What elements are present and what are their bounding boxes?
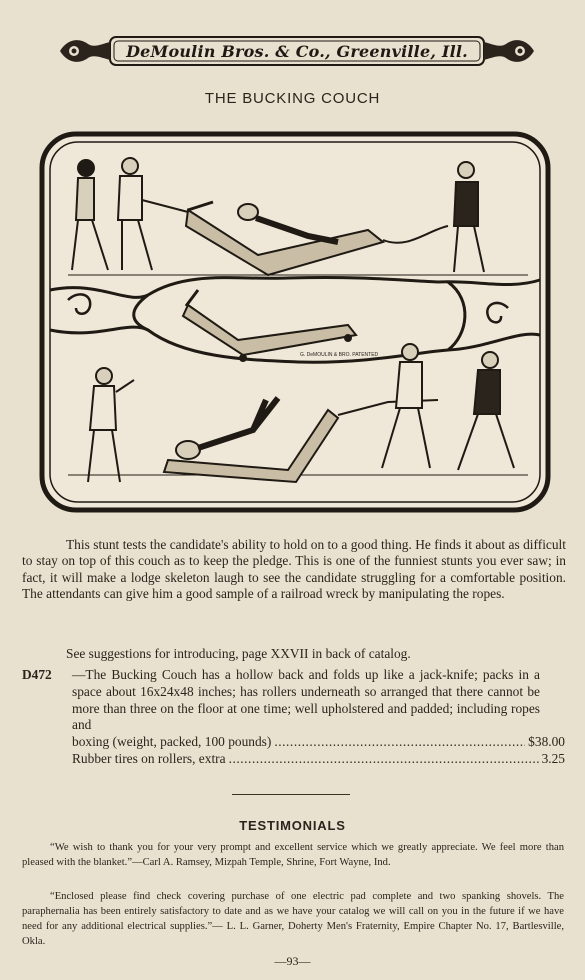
catalog-suggestion: See suggestions for introducing, page XXVII in back of catalog.	[66, 646, 411, 661]
page-number: —93—	[274, 954, 311, 968]
price-extra: 3.25	[541, 751, 565, 766]
testimonial-garner: “Enclosed please find check covering purchase of one electric pad complete and two spanking shovels. The paraphernalia has been entirely satisfactory to date and as we have your catalog we will call on you in the future if we have need for any additional electrical supplies.”— L. L. Garner, Doherty Men's Fraternity, Empire Chapter No. 17, Bartlesville, Okla.	[22, 891, 564, 947]
banner-text: DeMoulin Bros. & Co., Greenville, Ill.	[126, 41, 468, 61]
product-description: —The Bucking Couch has a hollow back and folds up like a jack-knife; packs in a space about 16x24x48 inches; has rollers underneath so arranged that there cannot be more than three on the floor at one time; well upholstered and padded; including ropes and	[72, 667, 540, 733]
price-line-main	[72, 734, 565, 751]
header-banner	[58, 34, 536, 68]
section-divider	[232, 794, 350, 795]
engraving	[38, 130, 552, 514]
description-paragraph: This stunt tests the candidate's ability to hold on to a good thing. He finds it about as difficult to stay on top of this couch as to keep the pledge. This is one of the funniest stunts you ever saw; in fact, it will make a lodge skeleton laugh to see the candidate struggling for a comfortable position. The attendants can give him a good sample of a railroad wreck by manipulating the ropes.	[22, 537, 566, 602]
leader-dots	[229, 751, 539, 768]
price-main: $38.00	[528, 734, 565, 749]
product-code: D472	[22, 667, 52, 682]
price-line-extra-label: Rubber tires on rollers, extra	[72, 751, 226, 766]
page-title: THE BUCKING COUCH	[204, 90, 381, 107]
leader-dots	[274, 734, 525, 751]
price-line-main-label: boxing (weight, packed, 100 pounds)	[72, 734, 272, 749]
testimonial-ramsey: “We wish to thank you for your very prompt and excellent service which we greatly appreciate. We feel more than pleased with the blanket.”—Carl A. Ramsey, Mizpah Temple, Shrine, Fort Wayne, Ind.	[22, 842, 564, 868]
price-line-extra	[72, 751, 565, 768]
engraving-signature: G. DeMOULIN & BRO. PATENTED	[300, 352, 379, 358]
bucking-couch-illustration	[38, 130, 552, 514]
testimonials-heading: TESTIMONIALS	[239, 818, 346, 833]
